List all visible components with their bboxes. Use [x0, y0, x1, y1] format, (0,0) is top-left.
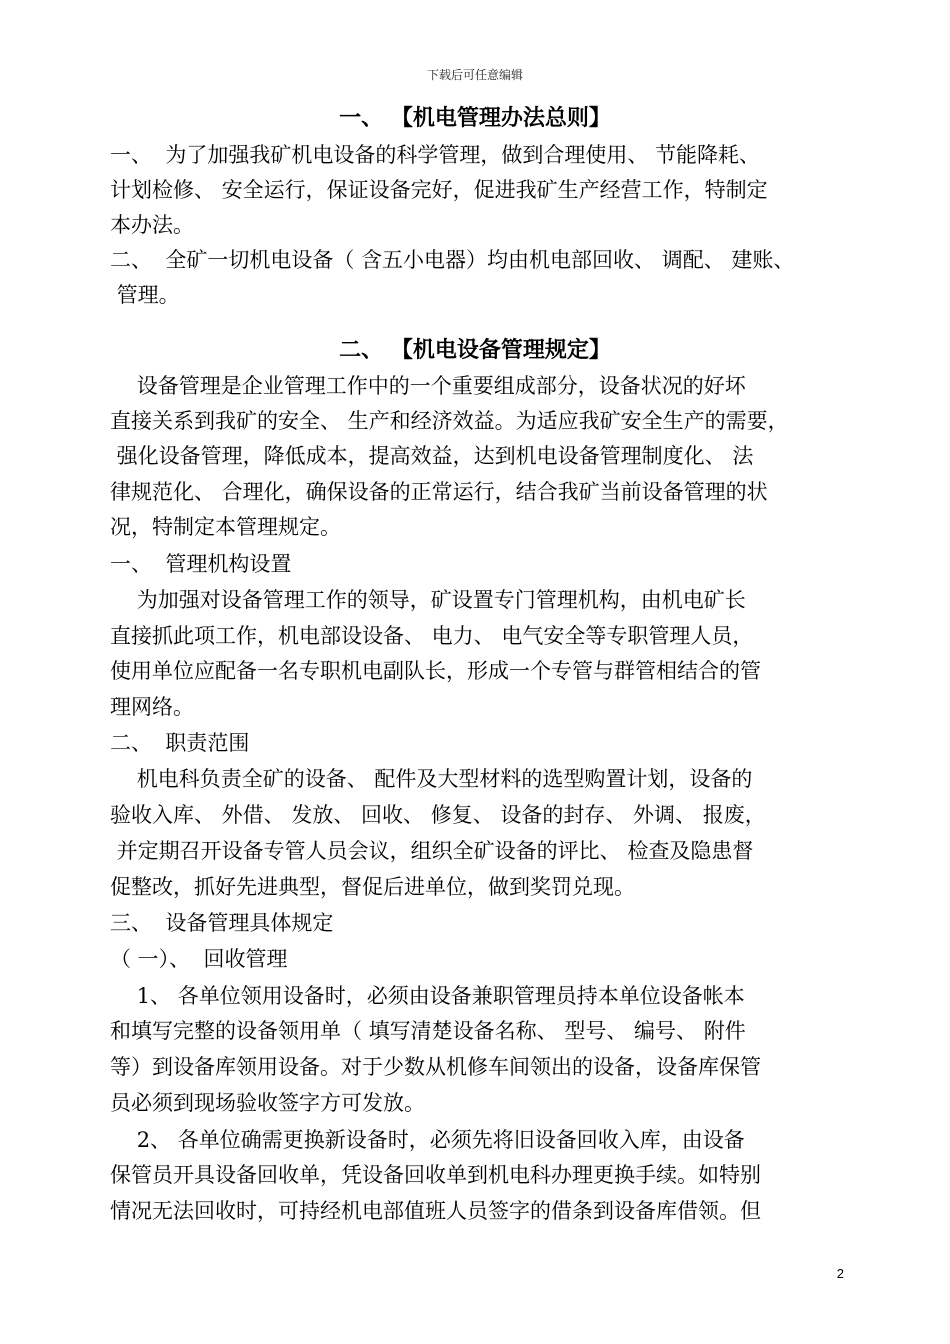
section2-title: 二、 【机电设备管理规定】 [339, 337, 611, 363]
section2-line: 况，特制定本管理规定。 [110, 515, 341, 539]
section1-line: 计划检修、 安全运行，保证设备完好，促进我矿生产经营工作，特制定 [110, 178, 768, 202]
section2-line: 律规范化、 合理化，确保设备的正常运行，结合我矿当前设备管理的状 [110, 480, 768, 504]
section1-line: 本办法。 [110, 213, 194, 237]
section2-line: 强化设备管理，降低成本，提高效益，达到机电设备管理制度化、 法 [110, 444, 754, 468]
section2-line: 验收入库、 外借、 发放、 回收、 修复、 设备的封存、 外调、 报废， [110, 803, 766, 827]
section2-line: 等）到设备库领用设备。对于少数从机修车间领出的设备，设备库保管 [110, 1055, 761, 1079]
section2-line: 为加强对设备管理工作的领导，矿设置专门管理机构，由机电矿长 [110, 588, 746, 612]
section2-line: （ 一）、 回收管理 [110, 947, 288, 971]
section2-line: 和填写完整的设备领用单（ 填写清楚设备名称、 型号、 编号、 附件 [110, 1019, 746, 1043]
section2-line: 直接关系到我矿的安全、 生产和经济效益。为适应我矿安全生产的需要， [110, 409, 789, 433]
section2-line: 情况无法回收时，可持经机电部值班人员签字的借条到设备库借领。但 [110, 1199, 761, 1223]
section2-line: 设备管理是企业管理工作中的一个重要组成部分，设备状况的好坏 [110, 374, 746, 398]
section2-line: 2、 各单位确需更换新设备时，必须先将旧设备回收入库，由设备 [110, 1128, 745, 1152]
section2-line: 机电科负责全矿的设备、 配件及大型材料的选型购置计划，设备的 [110, 767, 753, 791]
section1-line: 一、 为了加强我矿机电设备的科学管理，做到合理使用、 节能降耗、 [110, 143, 761, 167]
section2-line: 直接抓此项工作，机电部设设备、 电力、 电气安全等专职管理人员， [110, 624, 754, 648]
section2-line: 二、 职责范围 [110, 731, 250, 755]
section1-line: 二、 全矿一切机电设备（ 含五小电器）均由机电部回收、 调配、 建账、 [110, 248, 795, 272]
section2-line: 员必须到现场验收签字方可发放。 [110, 1091, 425, 1115]
section2-line: 使用单位应配备一名专职机电副队长，形成一个专管与群管相结合的管 [110, 659, 761, 683]
page-number: 2 [836, 1266, 844, 1281]
section2-line: 促整改，抓好先进典型，督促后进单位，做到奖罚兑现。 [110, 875, 635, 899]
section1-line: 管理。 [110, 283, 180, 307]
section1-title: 一、 【机电管理办法总则】 [339, 105, 611, 131]
section2-line: 三、 设备管理具体规定 [110, 911, 334, 935]
section2-line: 理网络。 [110, 695, 194, 719]
section2-line: 并定期召开设备专管人员会议，组织全矿设备的评比、 检查及隐患督 [110, 839, 754, 863]
section2-line: 保管员开具设备回收单，凭设备回收单到机电科办理更换手续。如特别 [110, 1163, 761, 1187]
section2-line: 1、 各单位领用设备时，必须由设备兼职管理员持本单位设备帐本 [110, 984, 745, 1008]
page-header: 下载后可任意编辑 [426, 68, 523, 82]
section2-line: 一、 管理机构设置 [110, 552, 292, 576]
